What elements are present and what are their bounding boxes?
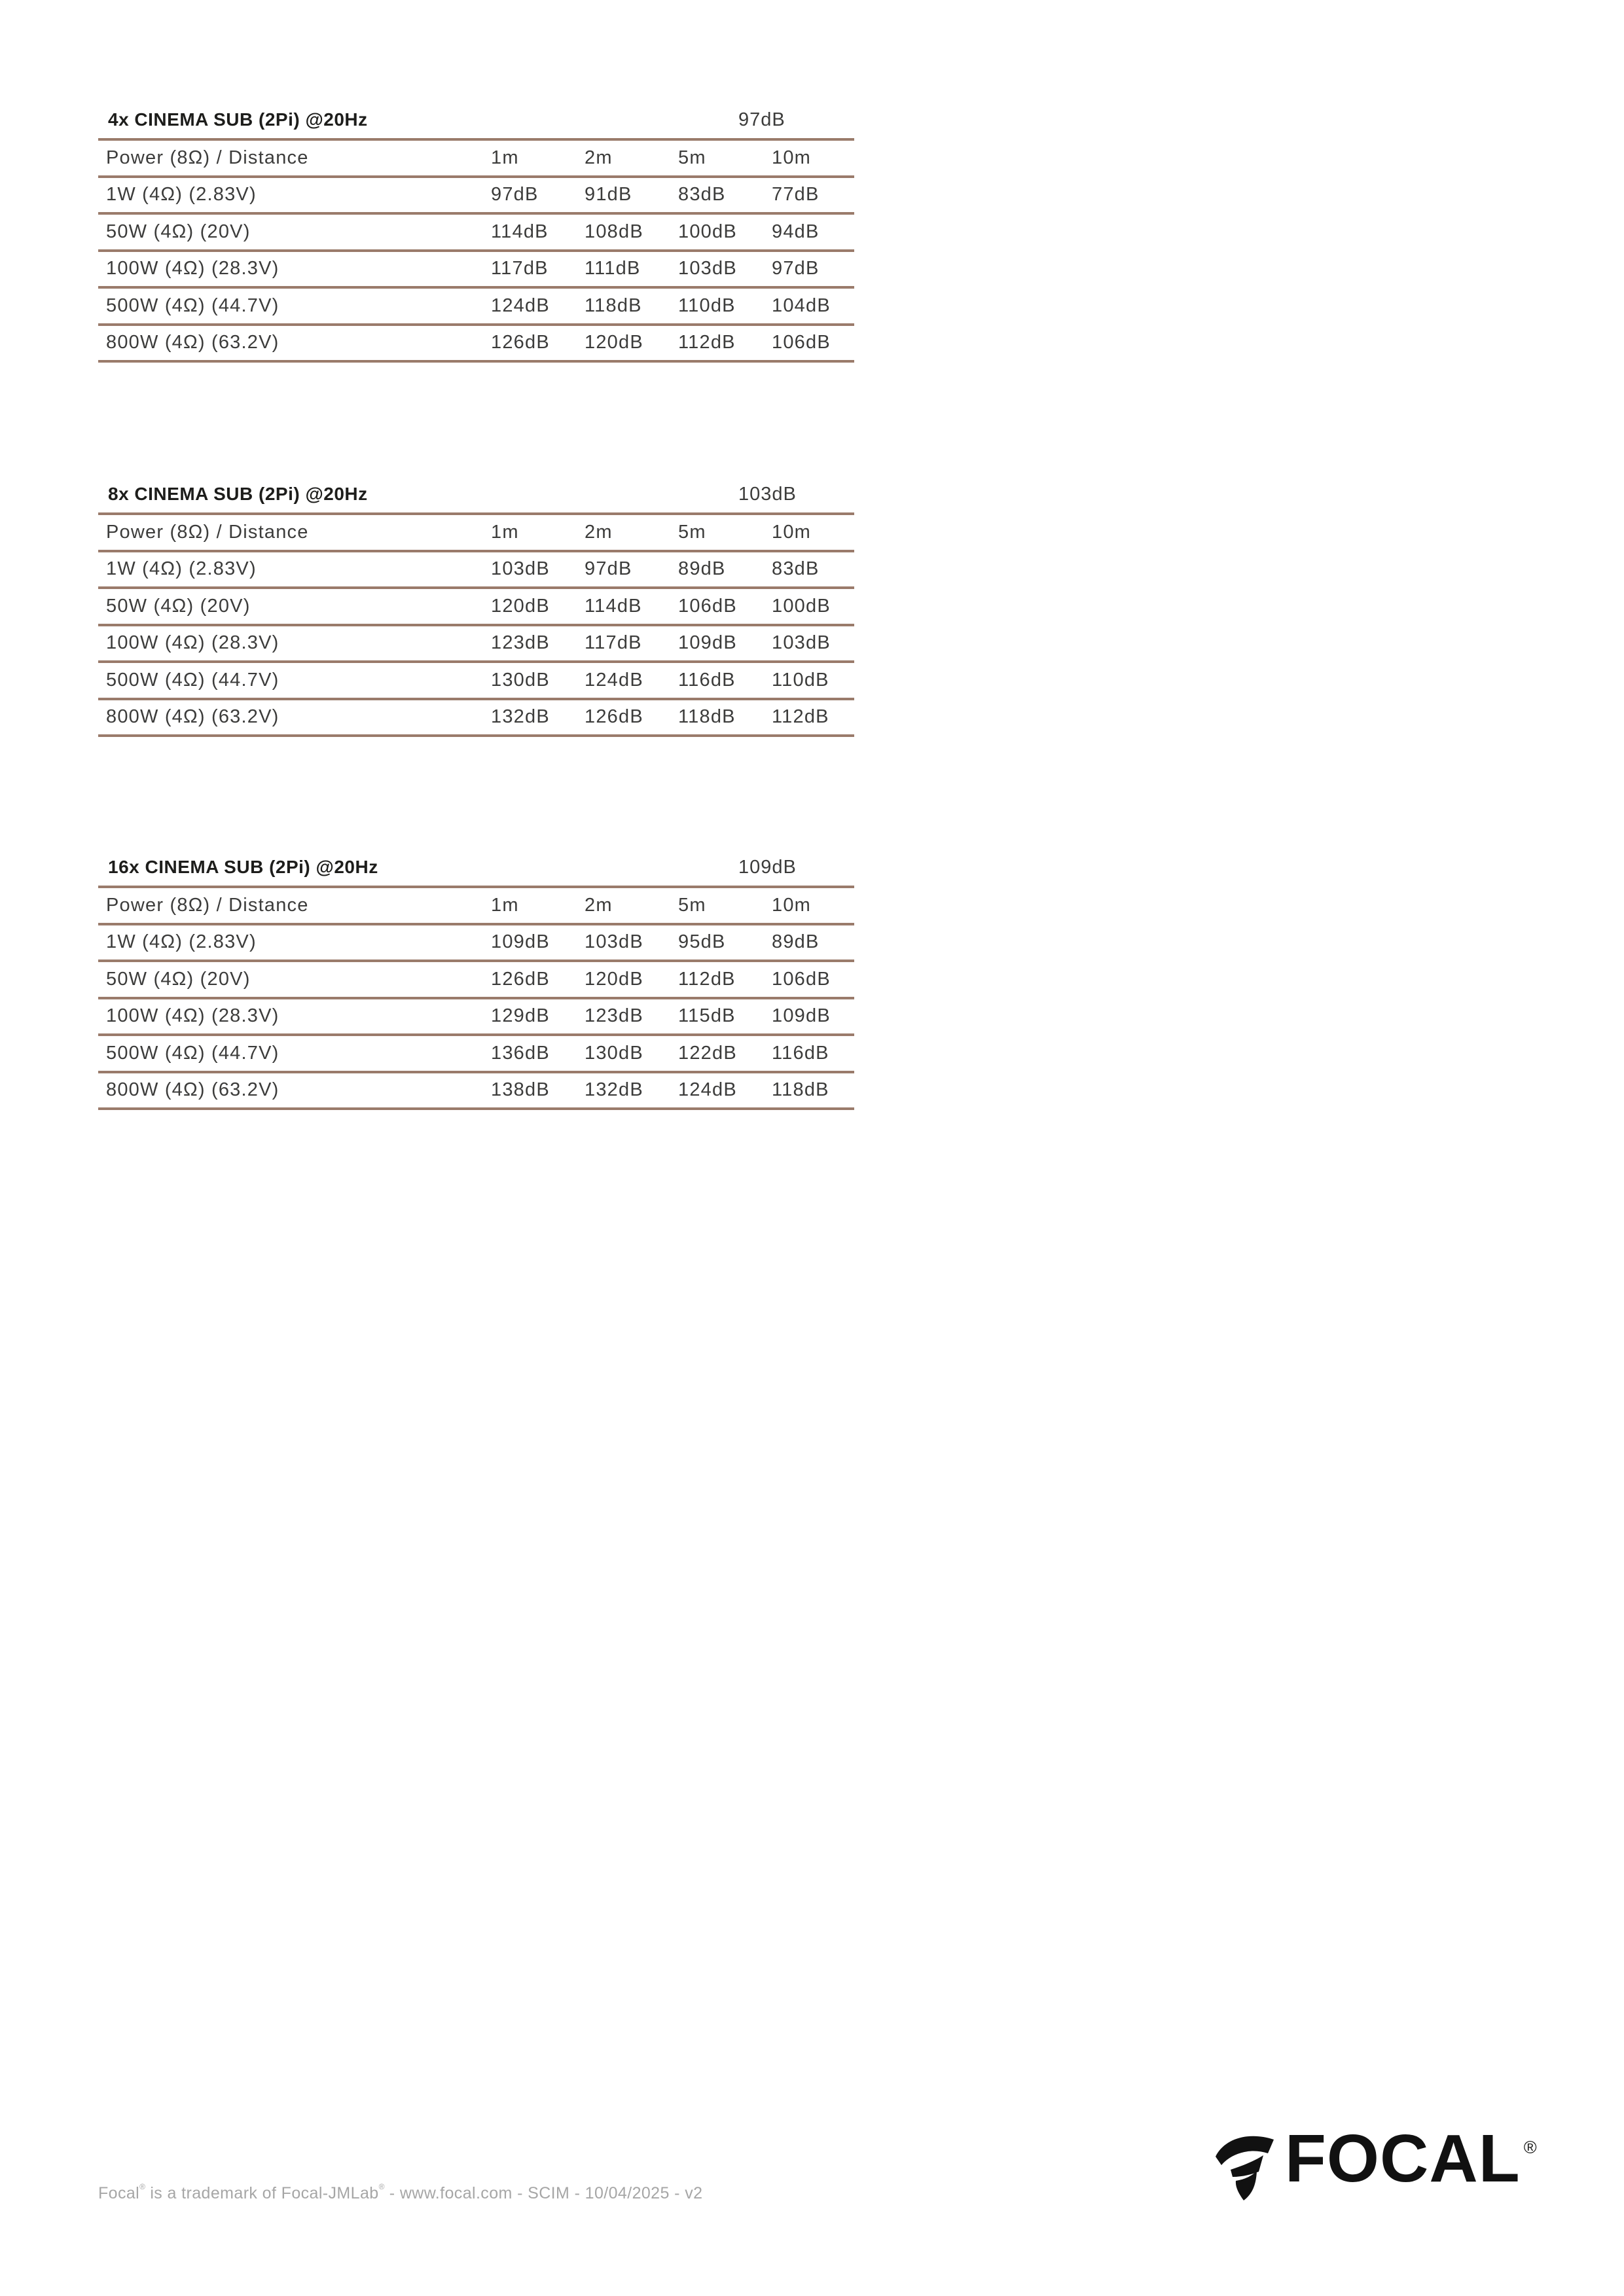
col-header-2m: 2m <box>585 894 613 916</box>
spl-value: 106dB <box>678 595 737 617</box>
table-title: 16x CINEMA SUB (2Pi) @20Hz <box>108 857 378 877</box>
spl-value: 91dB <box>585 184 632 206</box>
spl-value: 118dB <box>585 295 642 316</box>
spl-value: 118dB <box>772 1079 829 1101</box>
spl-value: 110dB <box>678 295 736 316</box>
spl-value: 77dB <box>772 184 820 206</box>
col-header-2m: 2m <box>585 147 613 168</box>
table-row <box>98 586 854 624</box>
table-row <box>98 698 854 735</box>
spl-value: 116dB <box>678 669 736 691</box>
spl-value: 109dB <box>678 632 737 654</box>
row-label: 100W (4Ω) (28.3V) <box>106 1005 280 1027</box>
col-header-5m: 5m <box>678 894 706 916</box>
col-header-5m: 5m <box>678 521 706 543</box>
registered-mark: ® <box>378 2182 385 2191</box>
table-title-row <box>98 481 854 512</box>
focal-flame-icon <box>1213 2128 1276 2200</box>
spl-value: 120dB <box>491 595 550 617</box>
row-label: 800W (4Ω) (63.2V) <box>106 1079 280 1101</box>
spl-value: 126dB <box>491 968 550 990</box>
col-header-2m: 2m <box>585 521 613 543</box>
spl-value: 89dB <box>678 558 726 580</box>
table-row <box>98 960 854 997</box>
table-row <box>98 323 854 361</box>
registered-mark: ® <box>1523 2138 1537 2157</box>
spl-value: 114dB <box>491 221 549 242</box>
footer-trademark-line <box>98 2182 702 2203</box>
row-label: 1W (4Ω) (2.83V) <box>106 558 257 580</box>
spl-value: 114dB <box>585 595 642 617</box>
table-row <box>98 249 854 287</box>
table-row <box>98 997 854 1034</box>
row-label: 500W (4Ω) (44.7V) <box>106 669 280 691</box>
table-header-row <box>98 886 854 923</box>
spl-value: 112dB <box>772 706 829 728</box>
row-label: 800W (4Ω) (63.2V) <box>106 706 280 728</box>
spl-table-4x-cinema-sub <box>98 107 854 363</box>
spl-value: 122dB <box>678 1042 737 1064</box>
spl-value: 126dB <box>491 332 550 353</box>
table-row <box>98 1071 854 1108</box>
table-row <box>98 286 854 323</box>
table-headline-spl: 103dB <box>738 483 797 505</box>
col-header-power-distance: Power (8Ω) / Distance <box>106 521 309 543</box>
row-label: 50W (4Ω) (20V) <box>106 221 251 242</box>
row-label: 1W (4Ω) (2.83V) <box>106 931 257 953</box>
row-label: 500W (4Ω) (44.7V) <box>106 1042 280 1064</box>
row-label: 800W (4Ω) (63.2V) <box>106 332 280 353</box>
focal-wordmark: FOCAL <box>1285 2121 1521 2196</box>
spl-value: 117dB <box>491 258 549 279</box>
spl-value: 83dB <box>678 184 726 206</box>
table-grid <box>98 512 854 737</box>
spl-value: 138dB <box>491 1079 550 1101</box>
spl-value: 94dB <box>772 221 820 242</box>
table-title: 8x CINEMA SUB (2Pi) @20Hz <box>108 484 368 504</box>
spl-value: 103dB <box>678 258 737 279</box>
row-label: 500W (4Ω) (44.7V) <box>106 295 280 316</box>
col-header-1m: 1m <box>491 894 519 916</box>
table-row <box>98 550 854 587</box>
spl-value: 132dB <box>491 706 550 728</box>
spl-value: 108dB <box>585 221 643 242</box>
row-label: 100W (4Ω) (28.3V) <box>106 258 280 279</box>
spl-value: 109dB <box>772 1005 831 1027</box>
spl-value: 123dB <box>585 1005 643 1027</box>
col-header-5m: 5m <box>678 147 706 168</box>
spl-value: 97dB <box>772 258 820 279</box>
spl-value: 83dB <box>772 558 820 580</box>
spl-value: 132dB <box>585 1079 643 1101</box>
spl-table-16x-cinema-sub <box>98 854 854 1110</box>
col-header-10m: 10m <box>772 521 812 543</box>
table-row <box>98 175 854 213</box>
table-headline-spl: 109dB <box>738 856 797 878</box>
spl-value: 130dB <box>585 1042 643 1064</box>
row-label: 50W (4Ω) (20V) <box>106 595 251 617</box>
spl-table-8x-cinema-sub <box>98 481 854 737</box>
col-header-10m: 10m <box>772 147 812 168</box>
spl-value: 118dB <box>678 706 736 728</box>
spl-value: 130dB <box>491 669 550 691</box>
focal-logo <box>1213 2121 1537 2200</box>
table-row <box>98 923 854 960</box>
spl-value: 115dB <box>678 1005 736 1027</box>
footer-text: is a trademark of Focal-JMLab <box>145 2184 379 2202</box>
spl-value: 97dB <box>585 558 632 580</box>
spl-value: 123dB <box>491 632 550 654</box>
spl-value: 103dB <box>491 558 550 580</box>
col-header-1m: 1m <box>491 147 519 168</box>
table-title: 4x CINEMA SUB (2Pi) @20Hz <box>108 109 368 130</box>
col-header-10m: 10m <box>772 894 812 916</box>
row-label: 100W (4Ω) (28.3V) <box>106 632 280 654</box>
spl-value: 106dB <box>772 968 831 990</box>
spl-value: 126dB <box>585 706 643 728</box>
table-row <box>98 1033 854 1071</box>
registered-mark: ® <box>139 2182 145 2191</box>
table-header-row <box>98 138 854 175</box>
spl-value: 100dB <box>772 595 831 617</box>
spl-value: 110dB <box>772 669 829 691</box>
table-row <box>98 212 854 249</box>
spl-value: 100dB <box>678 221 737 242</box>
table-row <box>98 660 854 698</box>
spl-value: 97dB <box>491 184 539 206</box>
spl-value: 112dB <box>678 332 736 353</box>
spl-value: 111dB <box>585 258 641 279</box>
table-grid <box>98 138 854 363</box>
col-header-power-distance: Power (8Ω) / Distance <box>106 147 309 168</box>
spl-value: 136dB <box>491 1042 550 1064</box>
spl-value: 124dB <box>491 295 550 316</box>
table-headline-spl: 97dB <box>738 109 785 130</box>
table-title-row <box>98 854 854 886</box>
spl-value: 124dB <box>678 1079 737 1101</box>
spl-value: 116dB <box>772 1042 829 1064</box>
spl-value: 103dB <box>585 931 643 953</box>
table-header-row <box>98 512 854 550</box>
spl-value: 120dB <box>585 968 643 990</box>
footer-text: - www.focal.com - SCIM - 10/04/2025 - v2 <box>384 2184 703 2202</box>
spl-value: 103dB <box>772 632 831 654</box>
table-title-row <box>98 107 854 138</box>
row-label: 1W (4Ω) (2.83V) <box>106 184 257 206</box>
spl-value: 104dB <box>772 295 831 316</box>
col-header-power-distance: Power (8Ω) / Distance <box>106 894 309 916</box>
spl-value: 95dB <box>678 931 726 953</box>
spl-value: 117dB <box>585 632 642 654</box>
col-header-1m: 1m <box>491 521 519 543</box>
spl-value: 129dB <box>491 1005 550 1027</box>
table-grid <box>98 886 854 1110</box>
spl-value: 109dB <box>491 931 550 953</box>
row-label: 50W (4Ω) (20V) <box>106 968 251 990</box>
spl-value: 89dB <box>772 931 820 953</box>
table-row <box>98 624 854 661</box>
spl-value: 124dB <box>585 669 643 691</box>
footer-brand: Focal <box>98 2184 140 2202</box>
spl-value: 106dB <box>772 332 831 353</box>
spl-value: 120dB <box>585 332 643 353</box>
spl-value: 112dB <box>678 968 736 990</box>
